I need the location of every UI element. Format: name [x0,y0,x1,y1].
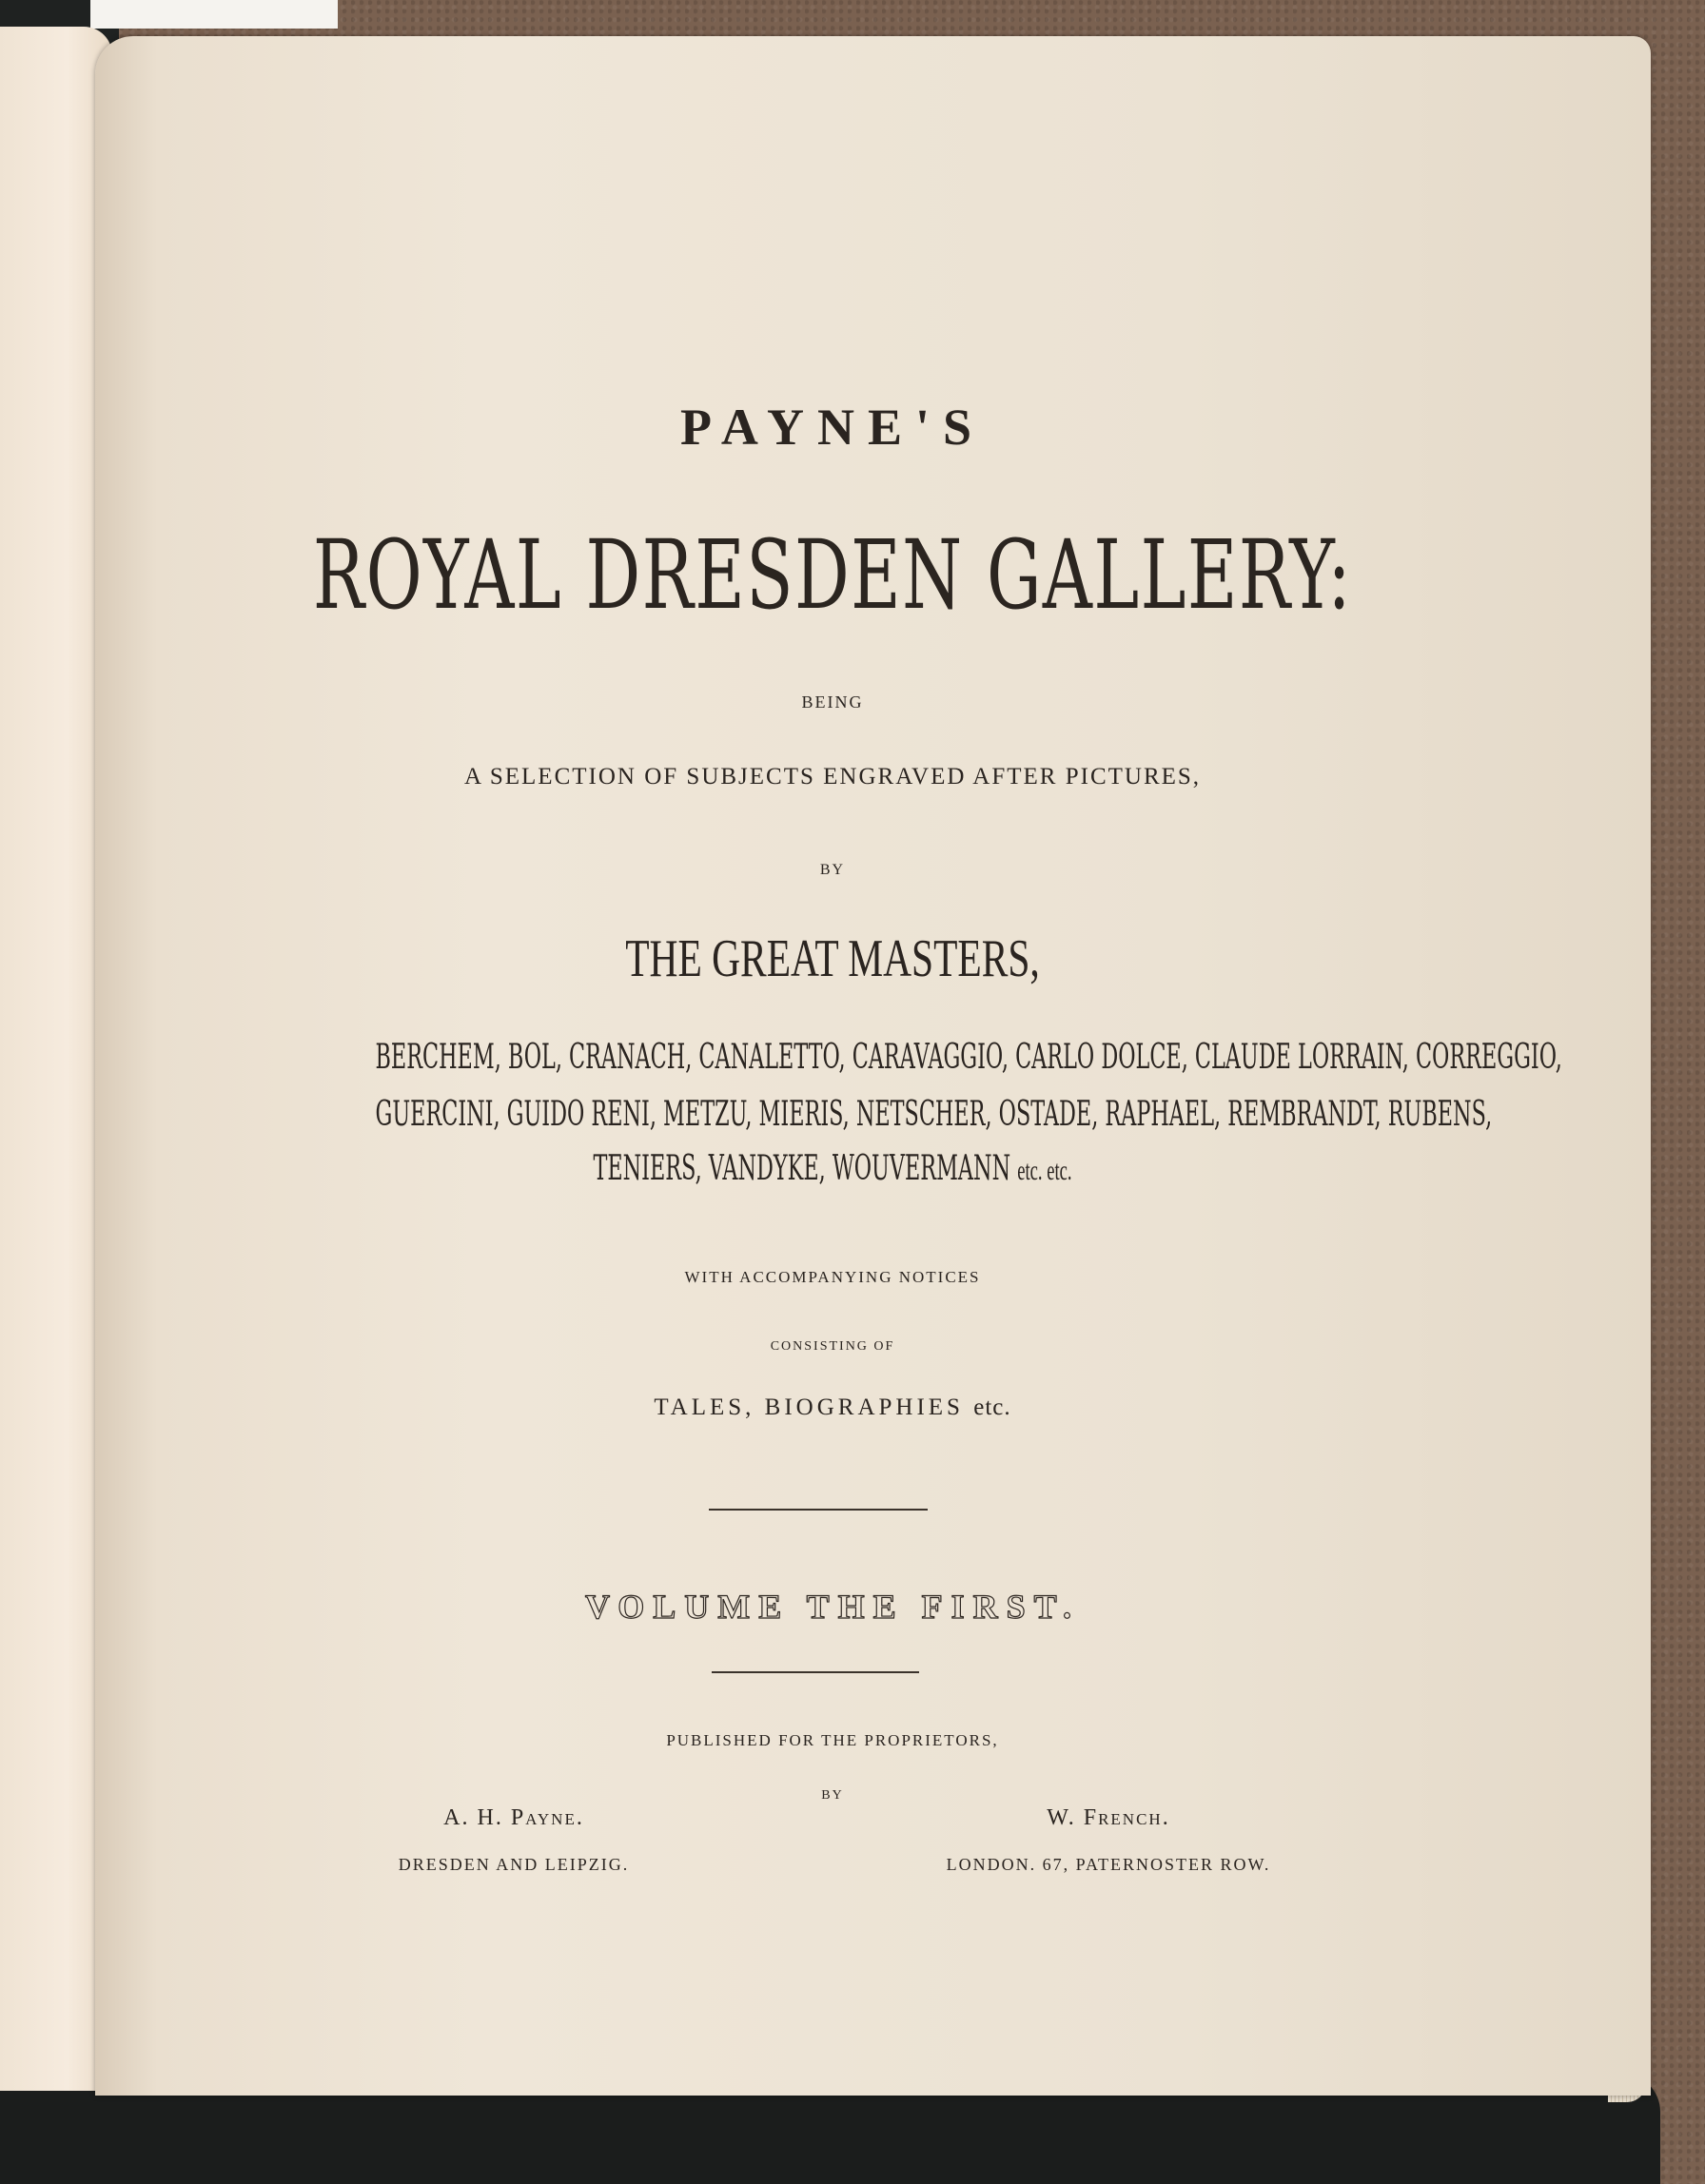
background-paper-corner [90,0,338,29]
consisting-of-line: CONSISTING OF [770,1339,895,1354]
masters-list-line-2: GUERCINI, GUIDO RENI, METZU, MIERIS, NETSCHER, OSTADE, RAPHAEL, REMBRANDT, RUBENS, [375,1095,1493,1134]
imprint-by-line: BY [821,1788,844,1803]
publisher-right-name: W. French. [1047,1805,1170,1830]
masters-list-line-3-text: TENIERS, VANDYKE, WOUVERMANN [593,1149,1011,1188]
publisher-title: PAYNE'S [679,399,986,456]
volume-heading: VOLUME THE FIRST. [584,1588,1080,1626]
divider-rule-bottom [712,1671,919,1673]
tales-text: TALES, BIOGRAPHIES [654,1394,964,1420]
publisher-left-name: A. H. Payne. [443,1805,584,1830]
main-title: ROYAL DRESDEN GALLERY: [312,519,1353,631]
published-for-line: PUBLISHED FOR THE PROPRIETORS, [666,1731,999,1749]
tales-line [95,1394,1570,1421]
tales-etc: etc. [973,1394,1011,1420]
by-line: BY [819,862,846,878]
being-line: BEING [801,692,864,712]
publisher-left-place: DRESDEN AND LEIPZIG. [398,1855,630,1874]
divider-rule-top [709,1509,928,1511]
title-page [95,36,1651,2096]
title-page-content [95,36,1651,2096]
masters-list-line-1: BERCHEM, BOL, CRANACH, CANALETTO, CARAVAGGIO, CARLO DOLCE, CLAUDE LORRAIN, CORREGGIO, [375,1038,1562,1077]
publisher-right-place: LONDON. 67, PATERNOSTER ROW. [946,1855,1271,1874]
with-notices-line: WITH ACCOMPANYING NOTICES [684,1268,981,1286]
masters-list-line-3 [376,1149,1290,1188]
masters-etc: etc. etc. [1017,1155,1072,1186]
great-masters-heading: THE GREAT MASTERS, [625,929,1040,988]
selection-line: A SELECTION OF SUBJECTS ENGRAVED AFTER PICTURES, [463,764,1202,790]
